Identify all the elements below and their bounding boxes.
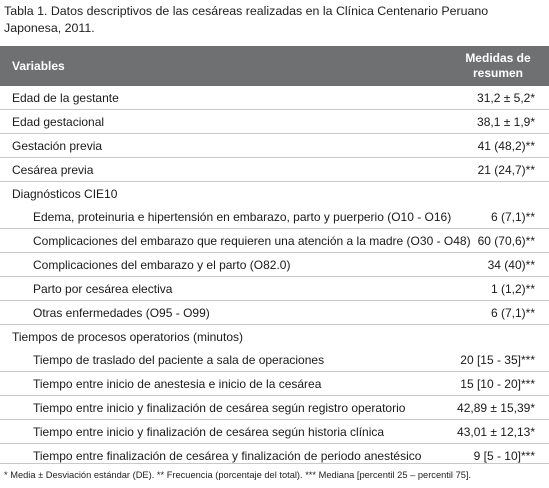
table-row [0,420,549,444]
group-label: Tiempos de procesos operatorios (minutos) [12,329,243,344]
group-title-cie10 [0,182,549,205]
table-footnote: * Media ± Desviación estándar (DE). ** Frecuencia (porcentaje del total). *** Mediana [percentil 25 – percentil 75]. [4,470,472,480]
table-row [0,396,549,420]
row-value: 60 (70,6)** [477,233,535,248]
row-value: 6 (7,1)** [490,305,535,320]
table-row [0,158,549,182]
row-label: Tiempo de traslado del paciente a sala de operaciones [33,352,325,367]
group-title-tiempos [0,325,549,348]
row-label: Tiempo entre finalización de cesárea y finalización de periodo anestésico [33,448,422,463]
row-value: 21 (24,7)** [477,162,535,177]
table-row [0,205,549,229]
row-label: Otras enfermedades (O95 - O99) [33,305,210,320]
table-row [0,110,549,134]
header-medidas-line2: resumen [472,66,524,80]
row-label: Edad gestacional [12,114,105,129]
table-row [0,86,549,110]
row-value: 15 [10 - 20]*** [460,376,535,391]
table-row [0,277,549,301]
table-row [0,301,549,325]
row-label: Tiempo entre inicio y finalización de cesárea según historia clínica [33,424,385,439]
row-label: Cesárea previa [12,162,94,177]
descriptive-table [0,46,549,467]
row-value: 38,1 ± 1,9* [477,114,535,129]
row-value: 1 (1,2)** [490,281,535,296]
header-medidas-line1: Medidas de [465,51,531,65]
table-row [0,253,549,277]
row-label: Complicaciones del embarazo que requieren una atención a la madre (O30 - O48) [33,233,471,248]
row-value: 43,01 ± 12,13* [457,424,535,439]
row-value: 34 (40)** [487,257,535,272]
row-label: Tiempo entre inicio y finalización de cesárea según registro operatorio [33,400,406,415]
row-value: 9 [5 - 10]*** [473,448,535,463]
table-caption: Tabla 1. Datos descriptivos de las cesáreas realizadas en la Clínica Centenario Peruano Japonesa, 2011. [4,4,489,35]
row-label: Gestación previa [12,138,103,153]
header-variables: Variables [12,59,65,73]
header-medidas [453,51,543,81]
row-label: Parto por cesárea electiva [33,281,173,296]
row-value: 6 (7,1)** [490,209,535,224]
group-label: Diagnósticos CIE10 [12,186,118,201]
row-value: 42,89 ± 15,39* [457,400,535,415]
row-value: 20 [15 - 35]*** [460,352,535,367]
table-row [0,134,549,158]
table-row [0,372,549,396]
row-label: Complicaciones del embarazo y el parto (O82.0) [33,257,291,272]
table-row [0,348,549,372]
row-label: Edema, proteinuria e hipertensión en embarazo, parto y puerperio (O10 - O16) [33,209,452,224]
row-value: 31,2 ± 5,2* [477,90,535,105]
row-value: 41 (48,2)** [477,138,535,153]
row-label: Tiempo entre inicio de anestesia e inicio de la cesárea [33,376,322,391]
row-label: Edad de la gestante [12,90,119,105]
table-header [0,46,549,86]
table-row [0,229,549,253]
table-bottom-rule [0,463,549,464]
